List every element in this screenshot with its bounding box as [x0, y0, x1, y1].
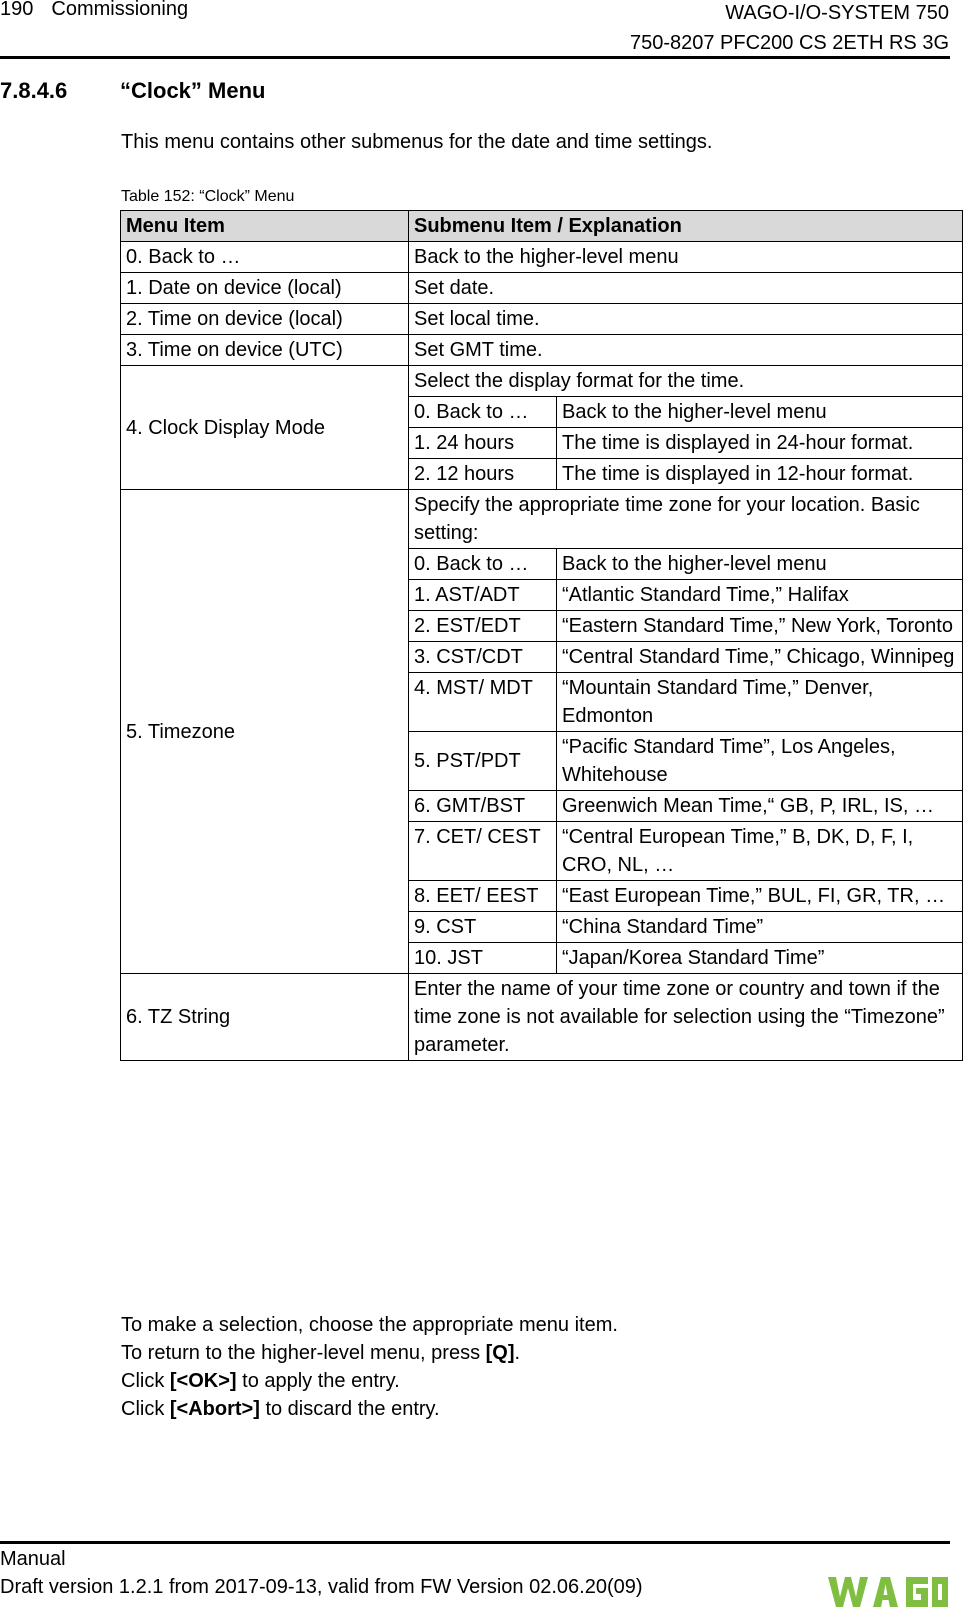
explanation-cell: Set date. [409, 273, 963, 304]
table-caption: Table 152: “Clock” Menu [121, 188, 295, 205]
sub-option-value: Back to the higher-level menu [557, 397, 963, 428]
sub-option-key: 10. JST [409, 943, 557, 974]
instruction-line: To make a selection, choose the appropriate menu item. [121, 1314, 618, 1336]
explanation-cell: Enter the name of your time zone or country and town if the time zone is not available for selection using the “Timezone” parameter. [409, 974, 963, 1061]
table-row [121, 335, 963, 366]
table-row [121, 974, 963, 1061]
sub-option-value: The time is displayed in 12-hour format. [557, 459, 963, 490]
sub-option-key: 6. GMT/BST [409, 791, 557, 822]
sub-option-key: 0. Back to … [409, 397, 557, 428]
sub-option-value: “Japan/Korea Standard Time” [557, 943, 963, 974]
menu-item-cell: 1. Date on device (local) [121, 273, 409, 304]
column-header-explanation: Submenu Item / Explanation [409, 211, 963, 242]
product-line: WAGO-I/O-SYSTEM 750 [725, 2, 949, 24]
instruction-text: to discard the entry. [259, 1398, 440, 1420]
menu-item-cell: 5. Timezone [121, 490, 409, 974]
instruction-text: to apply the entry. [236, 1370, 400, 1392]
sub-option-value: “Central European Time,” B, DK, D, F, I, CRO, NL, … [557, 822, 963, 881]
product-model: 750-8207 PFC200 CS 2ETH RS 3G [629, 32, 949, 54]
sub-option-key: 5. PST/PDT [409, 732, 557, 791]
instructions [121, 1311, 618, 1423]
explanation-cell: Set GMT time. [409, 335, 963, 366]
sub-option-value: “Central Standard Time,” Chicago, Winnipeg [557, 642, 963, 673]
table-row [121, 304, 963, 335]
section-number: 7.8.4.6 [0, 78, 68, 103]
footer-manual: Manual [0, 1548, 66, 1570]
menu-item-cell: 4. Clock Display Mode [121, 366, 409, 490]
sub-option-value: “Eastern Standard Time,” New York, Toronto [557, 611, 963, 642]
sub-option-key: 1. 24 hours [409, 428, 557, 459]
instruction-line [121, 1367, 618, 1395]
sub-option-value: Greenwich Mean Time,“ GB, P, IRL, IS, … [557, 791, 963, 822]
footer-divider [0, 1541, 950, 1544]
table-row [121, 273, 963, 304]
footer-draft-version: Draft version 1.2.1 from 2017-09-13, valid from FW Version 02.06.20(09) [0, 1576, 643, 1598]
sub-option-value: Back to the higher-level menu [557, 549, 963, 580]
table-header-row [121, 211, 963, 242]
menu-item-cell: 2. Time on device (local) [121, 304, 409, 335]
explanation-cell: Select the display format for the time. [409, 366, 963, 397]
explanation-cell: Specify the appropriate time zone for your location. Basic setting: [409, 490, 963, 549]
sub-option-value: “China Standard Time” [557, 912, 963, 943]
page-header-right [630, 0, 949, 58]
key-ok: [<OK>] [169, 1370, 237, 1392]
sub-option-key: 0. Back to … [409, 549, 557, 580]
table-row [121, 242, 963, 273]
section-title: “Clock” Menu [120, 78, 266, 103]
instruction-text: Click [121, 1370, 170, 1392]
sub-option-key: 1. AST/ADT [409, 580, 557, 611]
clock-menu-table [120, 210, 963, 1061]
sub-option-key: 3. CST/CDT [409, 642, 557, 673]
sub-option-key: 8. EET/ EEST [409, 881, 557, 912]
explanation-cell: Set local time. [409, 304, 963, 335]
sub-option-key: 4. MST/ MDT [409, 673, 557, 732]
sub-option-value: “East European Time,” BUL, FI, GR, TR, … [557, 881, 963, 912]
table-row [121, 366, 963, 397]
explanation-cell: Back to the higher-level menu [409, 242, 963, 273]
section-intro: This menu contains other submenus for the date and time settings. [121, 131, 713, 153]
wago-logo-icon [828, 1575, 948, 1609]
menu-item-cell: 6. TZ String [121, 974, 409, 1061]
key-q: [Q] [485, 1342, 515, 1364]
sub-option-key: 7. CET/ CEST [409, 822, 557, 881]
instruction-text: To return to the higher-level menu, press [121, 1342, 486, 1364]
instruction-text: Click [121, 1398, 170, 1420]
chapter-title: Commissioning [51, 0, 189, 20]
key-abort: [<Abort>] [169, 1398, 260, 1420]
menu-item-cell: 3. Time on device (UTC) [121, 335, 409, 366]
header-divider [0, 56, 950, 59]
instruction-line [121, 1339, 618, 1367]
table-row [121, 490, 963, 549]
page-header-left [0, 0, 188, 21]
page-number: 190 [0, 0, 34, 20]
sub-option-value: The time is displayed in 24-hour format. [557, 428, 963, 459]
column-header-menu-item: Menu Item [121, 211, 409, 242]
sub-option-key: 9. CST [409, 912, 557, 943]
instruction-line [121, 1395, 618, 1423]
sub-option-value: “Pacific Standard Time”, Los Angeles, Whitehouse [557, 732, 963, 791]
sub-option-key: 2. 12 hours [409, 459, 557, 490]
sub-option-value: “Mountain Standard Time,” Denver, Edmonton [557, 673, 963, 732]
menu-item-cell: 0. Back to … [121, 242, 409, 273]
instruction-text: . [514, 1342, 521, 1364]
sub-option-value: “Atlantic Standard Time,” Halifax [557, 580, 963, 611]
sub-option-key: 2. EST/EDT [409, 611, 557, 642]
